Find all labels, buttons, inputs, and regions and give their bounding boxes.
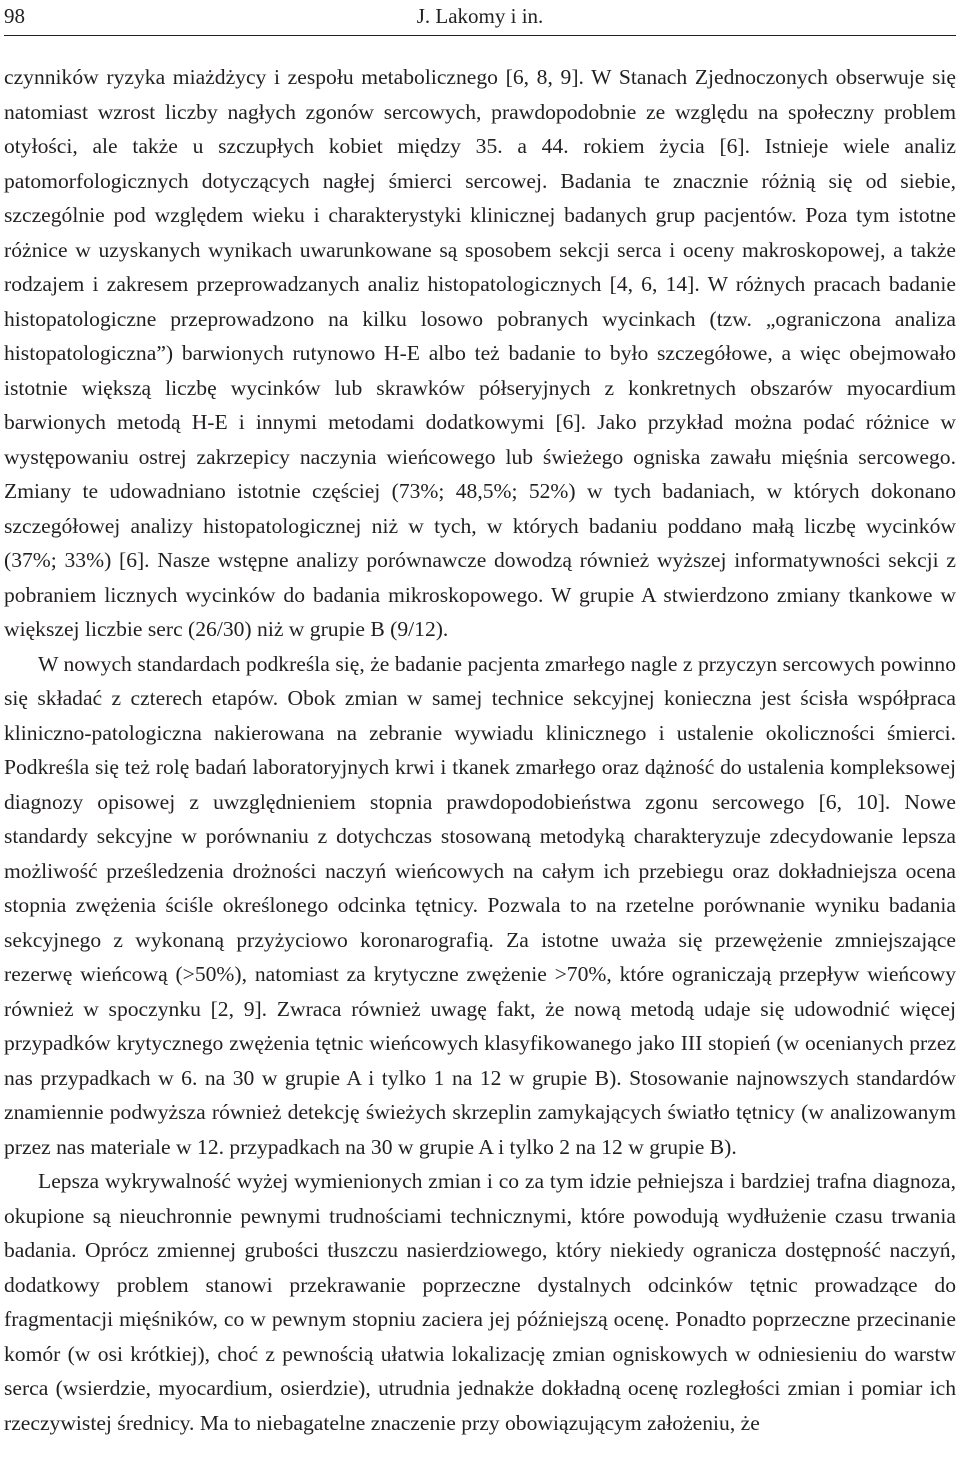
- paragraph: czynników ryzyka miażdżycy i zespołu metabolicznego [6, 8, 9]. W Stanach Zjednoczonych obserwuje się natomiast wzrost liczby nagłych zgonów sercowych, prawdopodobnie ze względu na społeczny problem otyłości, ale także u szczupłych kobiet między 35. a 44. rokiem życia [6]. Istnieje wiele analiz patomorfologicznych dotyczących nagłej śmierci sercowej. Badania te znacznie różnią się od siebie, szczególnie pod względem wieku i charakterystyki klinicznej badanych grup pacjentów. Poza tym istotne różnice w uzyskanych wynikach uwarunkowane są sposobem sekcji serca i oceny makroskopowej, a także rodzajem i zakresem przeprowadzanych analiz histopatologicznych [4, 6, 14]. W różnych pracach badanie histopatologiczne przeprowadzono na kilku losowo pobranych wycinkach (tzw. „ograniczona analiza histopatologiczna”) barwionych rutynowo H-E albo też badanie to było szczegółowe, a więc obejmowało istotnie większą liczbę wycinków lub skrawków półseryjnych z konkretnych obszarów myocardium barwionych metodą H-E i innymi metodami dodatkowymi [6]. Jako przykład można podać różnice w występowaniu ostrej zakrzepicy naczynia wieńcowego lub świeżego ogniska zawału mięśnia sercowego. Zmiany te udowadniano istotnie częściej (73%; 48,5%; 52%) w tych badaniach, w których dokonano szczegółowej analizy histopatologicznej niż w tych, w których badaniu poddano małą liczbę wycinków (37%; 33%) [6]. Nasze wstępne analizy porównawcze dowodzą również wyższej informatywności sekcji z pobraniem licznych wycinków do badania mikroskopowego. W grupie A stwierdzono zmiany tkankowe w większej liczbie serc (26/30) niż w grupie B (9/12).: [4, 65, 956, 641]
- header-rule: [4, 35, 956, 36]
- page-header: [4, 0, 956, 36]
- body-text: [4, 60, 956, 1440]
- paragraph: Lepsza wykrywalność wyżej wymienionych zmian i co za tym idzie pełniejsza i bardziej trafna diagnoza, okupione są nieuchronnie pewnymi trudnościami technicznymi, które powodują wydłużenie czasu trwania badania. Oprócz zmiennej grubości tłuszczu nasierdziowego, który niekiedy ogranicza dostępność naczyń, dodatkowy problem stanowi przekrawanie poprzeczne dystalnych odcinków tętnic prowadzące do fragmentacji mięśników, co w pewnym stopniu zaciera jej późniejszą ocenę. Ponadto poprzeczne przecinanie komór (w osi krótkiej), choć z pewnością ułatwia lokalizację zmian ogniskowych w odniesieniu do warstw serca (wsierdzie, myocardium, osierdzie), utrudnia jednakże dokładną ocenę rozległości zmian i pomiar ich rzeczywistej średnicy. Ma to niebagatelne znaczenie przy obowiązującym założeniu, że: [4, 1169, 956, 1435]
- paragraph: W nowych standardach podkreśla się, że badanie pacjenta zmarłego nagle z przyczyn sercowych powinno się składać z czterech etapów. Obok zmian w samej technice sekcyjnej konieczna jest ścisła współpraca kliniczno-patologiczna nakierowana na zebranie wywiadu klinicznego i ustalenie okoliczności śmierci. Podkreśla się też rolę badań laboratoryjnych krwi i tkanek zmarłego oraz dążność do ustalenia kompleksowej diagnozy opisowej z uwzględnieniem stopnia prawdopodobieństwa zgonu sercowego [6, 10]. Nowe standardy sekcyjne w porównaniu z dotychczas stosowaną metodyką charakteryzuje zdecydowanie lepsza możliwość prześledzenia drożności naczyń wieńcowych na całym ich przebiegu oraz dokładniejsza ocena stopnia zwężenia ściśle określonego odcinka tętnicy. Pozwala to na rzetelne porównanie wyniku badania sekcyjnego z wykonaną przyżyciowo koronarografią. Za istotne uważa się przewężenie zmniejszające rezerwę wieńcową (>50%), natomiast za krytyczne zwężenie >70%, które ograniczają przepływ wieńcowy również w spoczynku [2, 9]. Zwraca również uwagę fakt, że nową metodą udaje się udowodnić więcej przypadków krytycznego zwężenia tętnic wieńcowych klasyfikowanego jako III stopień (w ocenianych przez nas przypadkach w 6. na 30 w grupie A i tylko 1 na 12 w grupie B). Stosowanie najnowszych standardów znamiennie podwyższa również detekcję świeżych skrzeplin zamykających światło tętnicy (w analizowanym przez nas materiale w 12. przypadkach na 30 w grupie A i tylko 2 na 12 w grupie B).: [4, 651, 956, 1159]
- page-number: 98: [4, 4, 25, 28]
- running-head: J. Lakomy i in.: [416, 4, 544, 28]
